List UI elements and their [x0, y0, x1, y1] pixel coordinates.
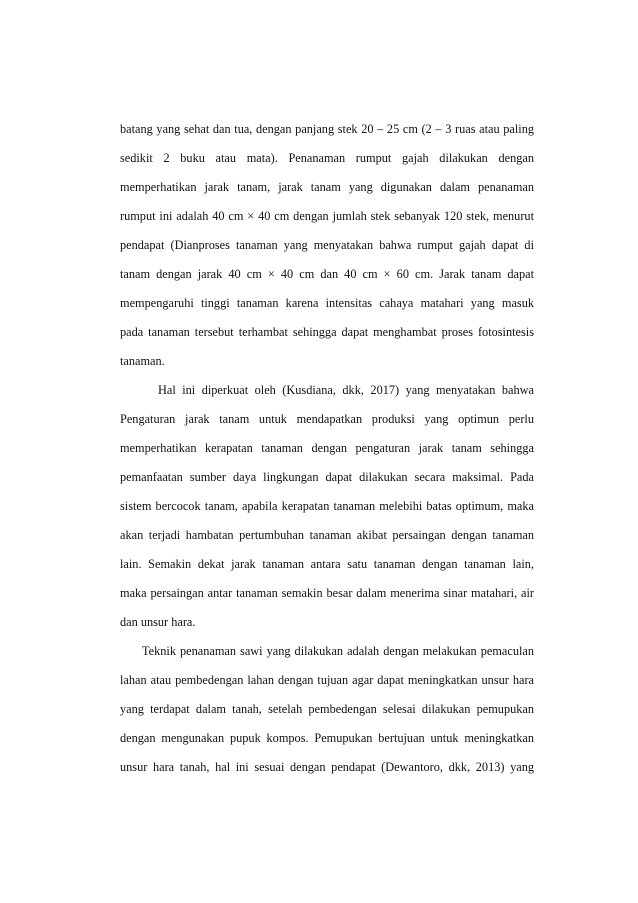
text-line: tanam dengan jarak 40 cm × 40 cm dan 40 cm × 60 cm. Jarak tanam dapat — [120, 267, 534, 281]
text-line: sistem bercocok tanam, apabila kerapatan tanaman melebihi batas optimum, maka — [120, 499, 534, 513]
text-line: Hal ini diperkuat oleh (Kusdiana, dkk, 2017) yang menyatakan bahwa — [158, 383, 534, 397]
text-line: maka persaingan antar tanaman semakin besar dalam menerima sinar matahari, air — [120, 586, 534, 600]
text-line: batang yang sehat dan tua, dengan panjang stek 20 – 25 cm (2 – 3 ruas atau paling — [120, 122, 534, 136]
text-line: mempengaruhi tinggi tanaman karena intensitas cahaya matahari yang masuk — [120, 296, 534, 310]
text-line: pemanfaatan sumber daya lingkungan dapat dilakukan secara maksimal. Pada — [120, 470, 534, 484]
text-line: lahan atau pembedengan lahan dengan tujuan agar dapat meningkatkan unsur hara — [120, 673, 534, 687]
text-line: dan unsur hara. — [120, 615, 196, 629]
text-line: memperhatikan kerapatan tanaman dengan pengaturan jarak tanam sehingga — [120, 441, 534, 455]
text-line: dengan mengunakan pupuk kompos. Pemupukan bertujuan untuk meningkatkan — [120, 731, 534, 745]
text-line: sedikit 2 buku atau mata). Penanaman rumput gajah dilakukan dengan — [120, 151, 534, 165]
text-line: lain. Semakin dekat jarak tanaman antara satu tanaman dengan tanaman lain, — [120, 557, 534, 571]
body-text — [120, 121, 534, 788]
text-line: Pengaturan jarak tanam untuk mendapatkan produksi yang optimun perlu — [120, 412, 534, 426]
text-line: memperhatikan jarak tanam, jarak tanam yang digunakan dalam penanaman — [120, 180, 534, 194]
text-line: Teknik penanaman sawi yang dilakukan adalah dengan melakukan pemaculan — [142, 644, 534, 658]
text-line: akan terjadi hambatan pertumbuhan tanaman akibat persaingan dengan tanaman — [120, 528, 534, 542]
text-line: unsur hara tanah, hal ini sesuai dengan pendapat (Dewantoro, dkk, 2013) yang — [120, 760, 534, 774]
text-line: rumput ini adalah 40 cm × 40 cm dengan jumlah stek sebanyak 120 stek, menurut — [120, 209, 534, 223]
text-line: tanaman. — [120, 354, 165, 368]
text-line: pada tanaman tersebut terhambat sehingga dapat menghambat proses fotosintesis — [120, 325, 534, 339]
text-line: yang terdapat dalam tanah, setelah pembedengan selesai dilakukan pemupukan — [120, 702, 534, 716]
text-line: pendapat (Dianproses tanaman yang menyatakan bahwa rumput gajah dapat di — [120, 238, 534, 252]
